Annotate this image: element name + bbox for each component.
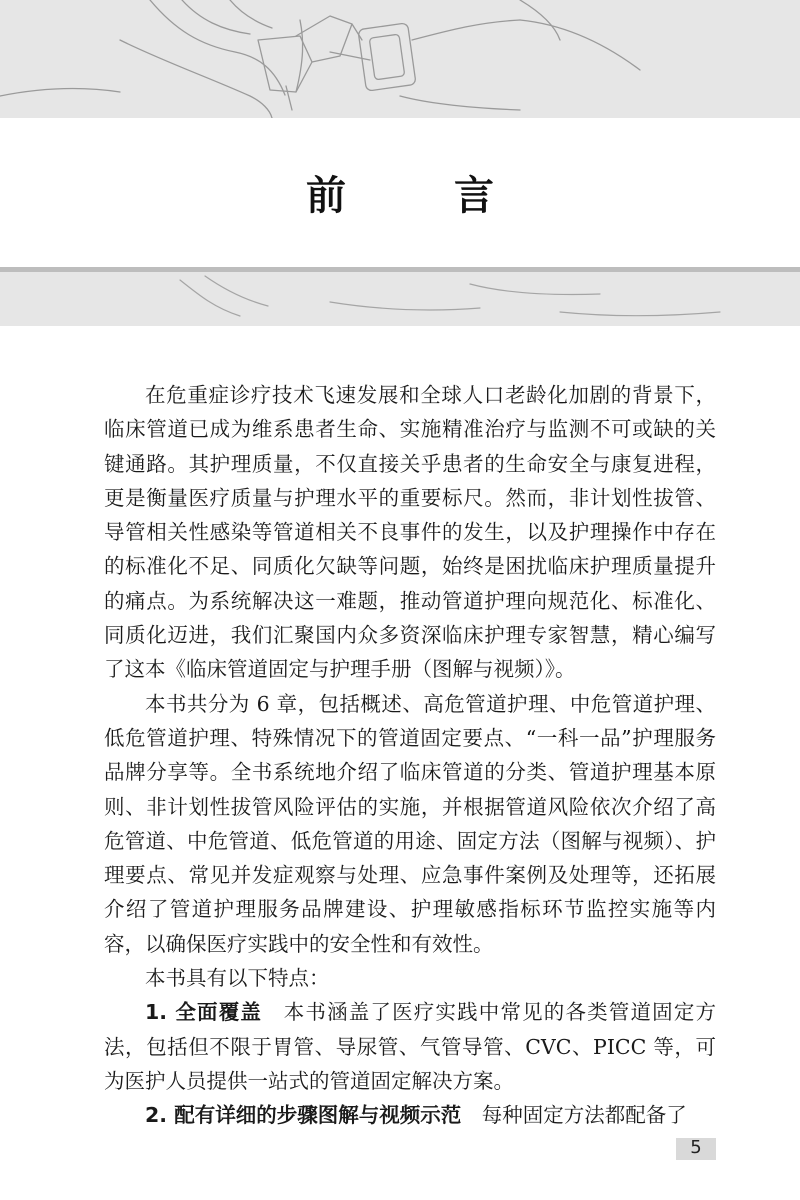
preface-paragraph: 本书具有以下特点：: [145, 966, 330, 991]
feature-item: [104, 1098, 716, 1132]
preface-body: [104, 378, 716, 1133]
header-illustration: [0, 0, 800, 118]
pillow-sketch-icon: [0, 272, 800, 326]
page-number: 5: [690, 1137, 702, 1158]
page-title: 前 言: [306, 173, 528, 219]
feature-item: [104, 995, 716, 1098]
medical-catheter-drawing-icon: [0, 0, 800, 118]
feature-text: 每种固定方法都配备了: [481, 1103, 687, 1128]
feature-heading: 2. 配有详细的步骤图解与视频示范: [145, 1103, 462, 1128]
preface-paragraph: 在危重症诊疗技术飞速发展和全球人口老龄化加剧的背景下，临床管道已成为维系患者生命、实施精准治疗与监测不可或缺的关键通路。其护理质量，不仅直接关乎患者的生命安全与康复进程，更是衡量医疗质量与护理水平的重要标尺。然而，非计划性拔管、导管相关性感染等管道相关不良事件的发生，以及护理操作中存在的标准化不足、同质化欠缺等问题，始终是困扰临床护理质量提升的痛点。为系统解决这一难题，推动管道护理向规范化、标准化、同质化迈进，我们汇聚国内众多资深临床护理专家智慧，精心编写了这本《临床管道固定与护理手册（图解与视频）》。: [104, 383, 716, 682]
preface-paragraph: 本书共分为 6 章，包括概述、高危管道护理、中危管道护理、低危管道护理、特殊情况下的管道固定要点、“一科一品”护理服务品牌分享等。全书系统地介绍了临床管道的分类、管道护理基本原则、非计划性拔管风险评估的实施，并根据管道风险依次介绍了高危管道、中危管道、低危管道的用途、固定方法（图解与视频）、护理要点、常见并发症观察与处理、应急事件案例及处理等，还拓展介绍了管道护理服务品牌建设、护理敏感指标环节监控实施等内容，以确保医疗实践中的安全性和有效性。: [104, 691, 716, 956]
feature-text: 本书涵盖了医疗实践中常见的各类管道固定方法，包括但不限于胃管、导尿管、气管导管、CVC、PICC 等，可为医护人员提供一站式的管道固定解决方案。: [104, 1000, 716, 1093]
footer-illustration: [0, 272, 800, 326]
feature-heading: 1. 全面覆盖: [145, 1000, 263, 1025]
